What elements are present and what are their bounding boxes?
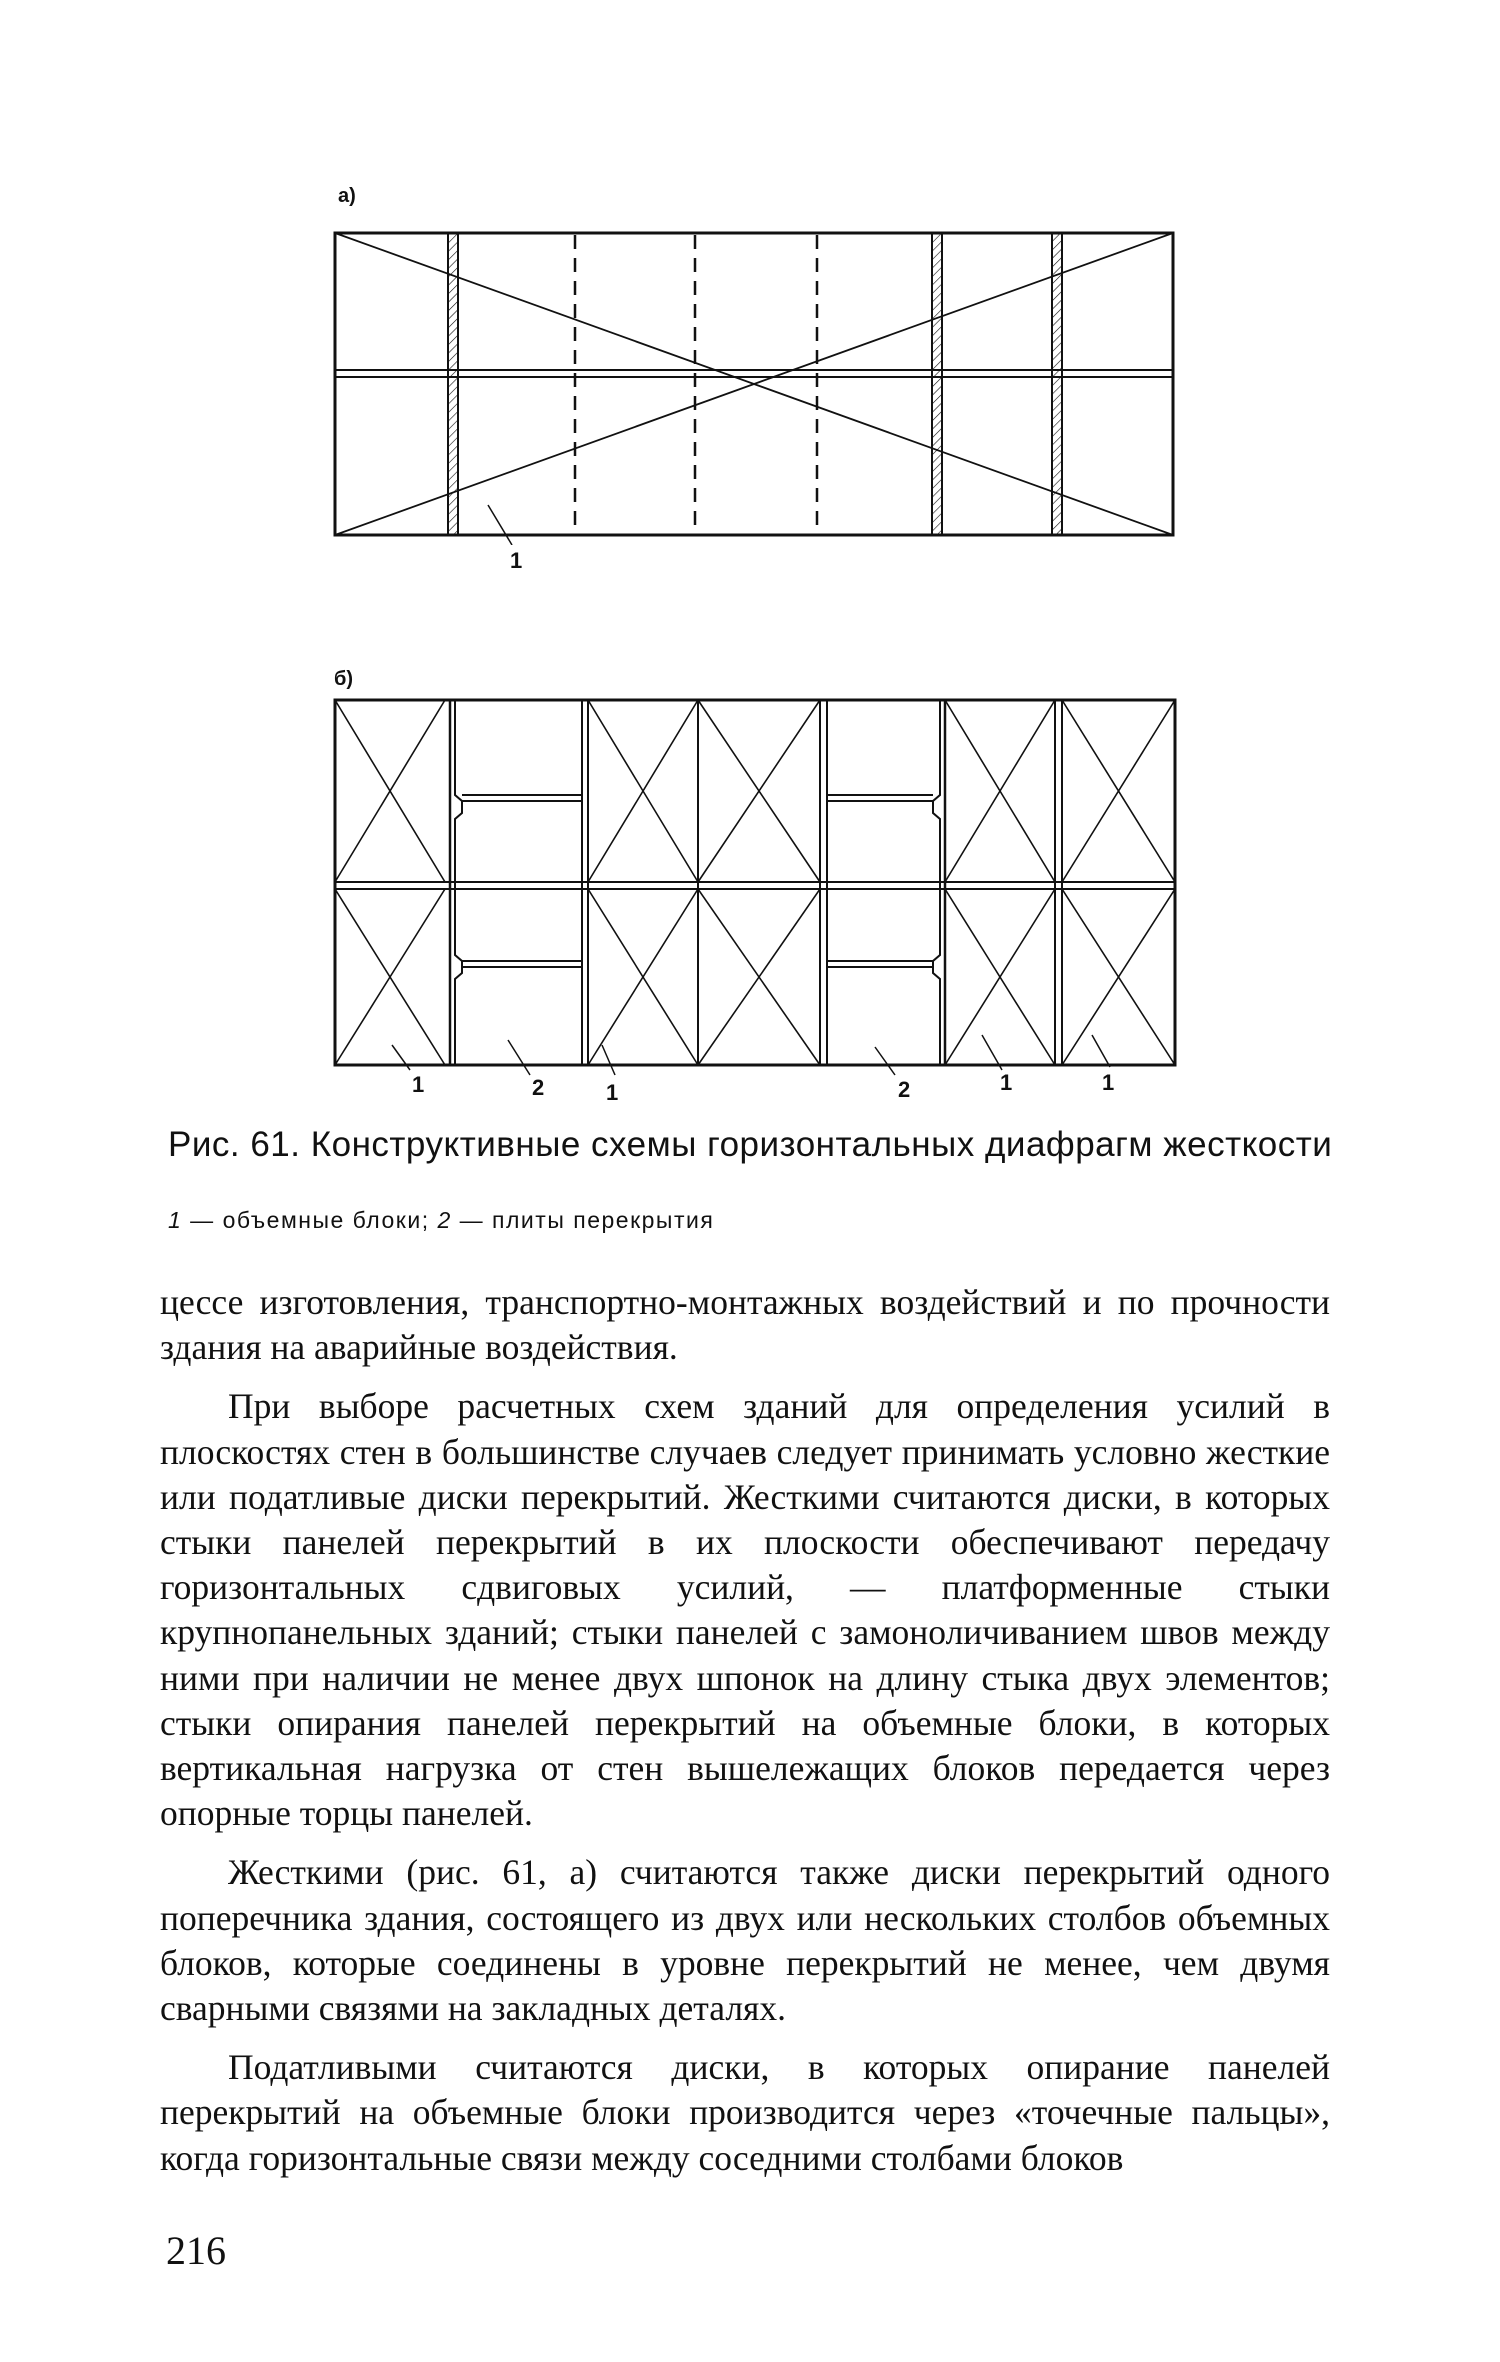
figure-caption: Рис. 61. Конструктивные схемы горизонтальных диафрагм жесткости <box>168 1125 1333 1164</box>
figure-legend <box>168 1207 1338 1234</box>
diagram-panel-b <box>330 695 1182 1085</box>
panel-a-label: а) <box>338 185 356 207</box>
callout-b-6: 1 <box>1102 1070 1115 1095</box>
paragraph-2: При выборе расчетных схем зданий для определения усилий в плоскостях стен в большинстве случаев следует принимать условно жесткие или податливые диски перекрытий. Жесткими считаются диски, в которых стыки панелей перекрытий в их плоскости обеспечивают передачу горизонтальных сдвиговых усилий, — платформенные стыки крупнопанельных зданий; стыки панелей с замоноличиванием швов между ними при наличии не менее двух шпонок на длину стыка двух элементов; стыки опирания панелей перекрытий на объемные блоки, в которых вертикальная нагрузка от стен вышележащих блоков передается через опорные торцы панелей. <box>160 1386 1330 1834</box>
paragraph-3: Жесткими (рис. 61, а) считаются также диски перекрытий одного поперечника здания, состоящего из двух или нескольких столбов объемных блоков, которые соединены в уровне перекрытий не менее, чем двумя сварными связями на закладных деталях. <box>160 1852 1330 2029</box>
legend-text-2: — плиты перекрытия <box>451 1207 715 1233</box>
legend-key-1: 1 <box>168 1207 183 1233</box>
callout-b-2: 2 <box>532 1075 545 1100</box>
panel-b-label: б) <box>334 668 354 690</box>
callout-b-3: 1 <box>606 1080 619 1105</box>
page-number: 216 <box>166 2228 226 2273</box>
paragraph-1: цессе изготовления, транспортно-монтажных воздействий и по прочности здания на аварийные воздействия. <box>160 1282 1330 1368</box>
callout-b-4: 2 <box>898 1077 911 1102</box>
callout-b-5: 1 <box>1000 1070 1013 1095</box>
paragraph-4: Податливыми считаются диски, в которых опирание панелей перекрытий на объемные блоки производится через «точечные пальцы», когда горизонтальные связи между соседними столбами блоков <box>160 2047 1330 2178</box>
diagram-panel-a <box>330 225 1178 545</box>
callout-a-1: 1 <box>510 548 523 573</box>
legend-key-2: 2 <box>437 1207 452 1233</box>
legend-text-1: — объемные блоки; <box>182 1207 438 1233</box>
callout-b-1: 1 <box>412 1072 425 1097</box>
body-text <box>160 1280 1330 2181</box>
